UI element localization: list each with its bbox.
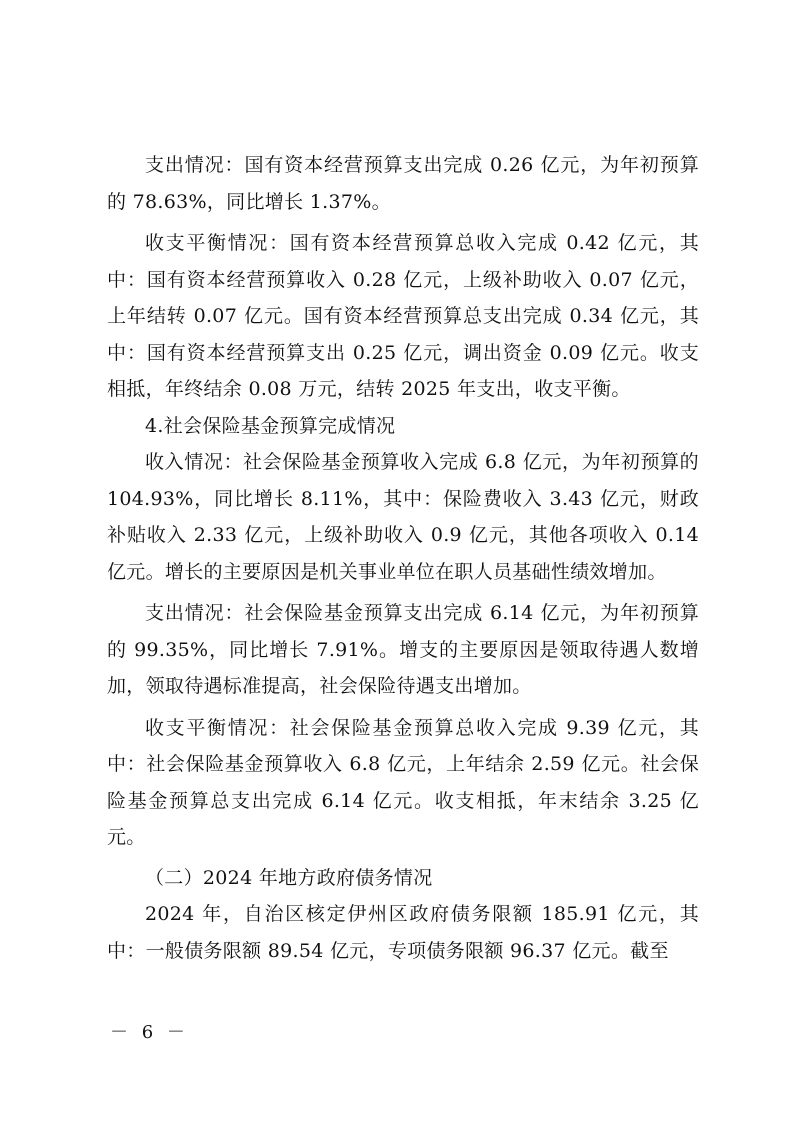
paragraph-debt-limit: 2024 年，自治区核定伊州区政府债务限额 185.91 亿元，其中：一般债务限额 89.54 亿元，专项债务限额 96.37 亿元。截至: [107, 903, 699, 962]
section-heading-social-insurance: 4.社会保险基金预算完成情况: [145, 414, 396, 437]
paragraph-balance-social-insurance: 收支平衡情况：社会保险基金预算总收入完成 9.39 亿元，其中：社会保险基金预算收入 6.8 亿元，上年结余 2.59 亿元。社会保险基金预算总支出完成 6.14 亿元。收支相抵，年末结余 3.25 亿元。: [107, 716, 699, 848]
document-body: [107, 147, 699, 969]
paragraph-expenditure-social-insurance: 支出情况：社会保险基金预算支出完成 6.14 亿元，为年初预算的 99.35%，同比增长 7.91%。增支的主要原因是领取待遇人数增加，领取待遇标准提高，社会保险待遇支出增加。: [107, 602, 699, 697]
page-number: － 6 －: [110, 1022, 189, 1043]
paragraph-expenditure-state-capital: 支出情况：国有资本经营预算支出完成 0.26 亿元，为年初预算的 78.63%，同比增长 1.37%。: [107, 154, 699, 213]
paragraph-balance-state-capital: 收支平衡情况：国有资本经营预算总收入完成 0.42 亿元，其中：国有资本经营预算收入 0.28 亿元，上级补助收入 0.07 亿元，上年结转 0.07 亿元。国有资本经营预算总支出完成 0.34 亿元，其中：国有资本经营预算支出 0.25 亿元，调出资金 0.09 亿元。收支相抵，年终结余 0.08 万元，结转 2025 年支出，收支平衡。: [107, 232, 699, 400]
section-heading-government-debt: （二）2024 年地方政府债务情况: [145, 866, 433, 889]
paragraph-revenue-social-insurance: 收入情况：社会保险基金预算收入完成 6.8 亿元，为年初预算的 104.93%，同比增长 8.11%，其中：保险费收入 3.43 亿元，财政补贴收入 2.33 亿元，上级补助收入 0.9 亿元，其他各项收入 0.14 亿元。增长的主要原因是机关事业单位在职人员基础性绩效增加。: [107, 451, 699, 583]
